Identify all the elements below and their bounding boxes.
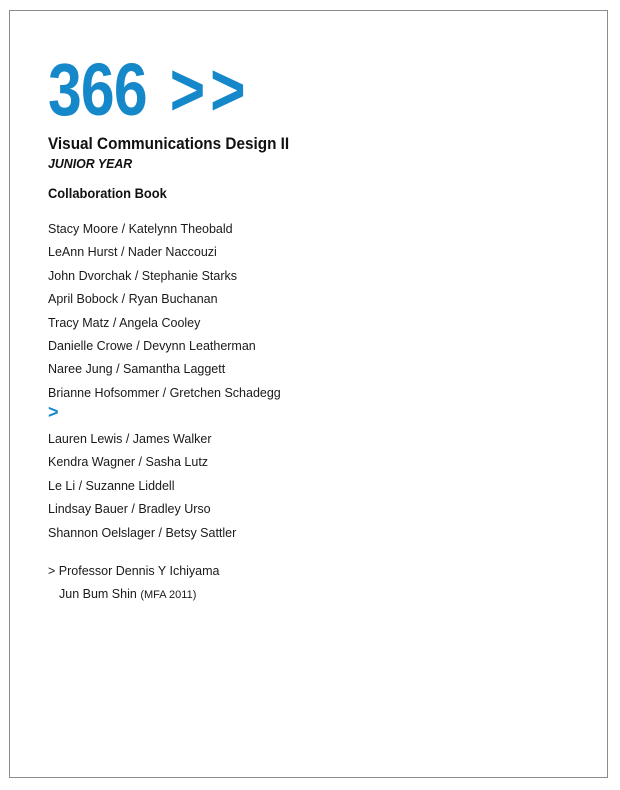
collaborator-pair: Tracy Matz / Angela Cooley [48, 315, 201, 330]
assistant-name: Jun Bum Shin [59, 587, 137, 601]
professor-credit: > Professor Dennis Y Ichiyama [48, 564, 220, 578]
course-number: 366 [48, 48, 147, 131]
collaborator-pair: Stacy Moore / Katelynn Theobald [48, 222, 233, 236]
course-number-heading [48, 48, 251, 131]
assistant-credit [48, 583, 220, 606]
book-title: Collaboration Book [48, 185, 167, 201]
collaborator-pair: Le Li / Suzanne Liddell [48, 478, 175, 493]
double-arrow-icon: >> [169, 48, 251, 131]
course-title: Visual Communications Design II [48, 134, 290, 153]
credits [48, 560, 220, 606]
collaborator-pair: Lindsay Bauer / Bradley Urso [48, 502, 211, 517]
chevron-right-icon: > [48, 402, 59, 422]
collaborator-pair: Danielle Crowe / Devynn Leatherman [48, 338, 256, 353]
collaborator-pair: Brianne Hofsommer / Gretchen Schadegg [48, 385, 281, 400]
collaborators-list-2 [48, 428, 236, 545]
collaborator-pair: LeAnn Hurst / Nader Naccouzi [48, 245, 217, 260]
collaborator-pair: Lauren Lewis / James Walker [48, 432, 212, 446]
year-subtitle: JUNIOR YEAR [48, 156, 133, 171]
collaborator-pair: Naree Jung / Samantha Laggett [48, 362, 226, 377]
collaborator-pair: John Dvorchak / Stephanie Starks [48, 268, 237, 283]
collaborators-list-1 [48, 218, 281, 405]
collaborator-pair: Shannon Oelslager / Betsy Sattler [48, 525, 237, 540]
assistant-degree-note: (MFA 2011) [140, 589, 197, 601]
collaborator-pair: April Bobock / Ryan Buchanan [48, 292, 218, 307]
document-page [9, 10, 608, 778]
collaborator-pair: Kendra Wagner / Sasha Lutz [48, 455, 209, 470]
